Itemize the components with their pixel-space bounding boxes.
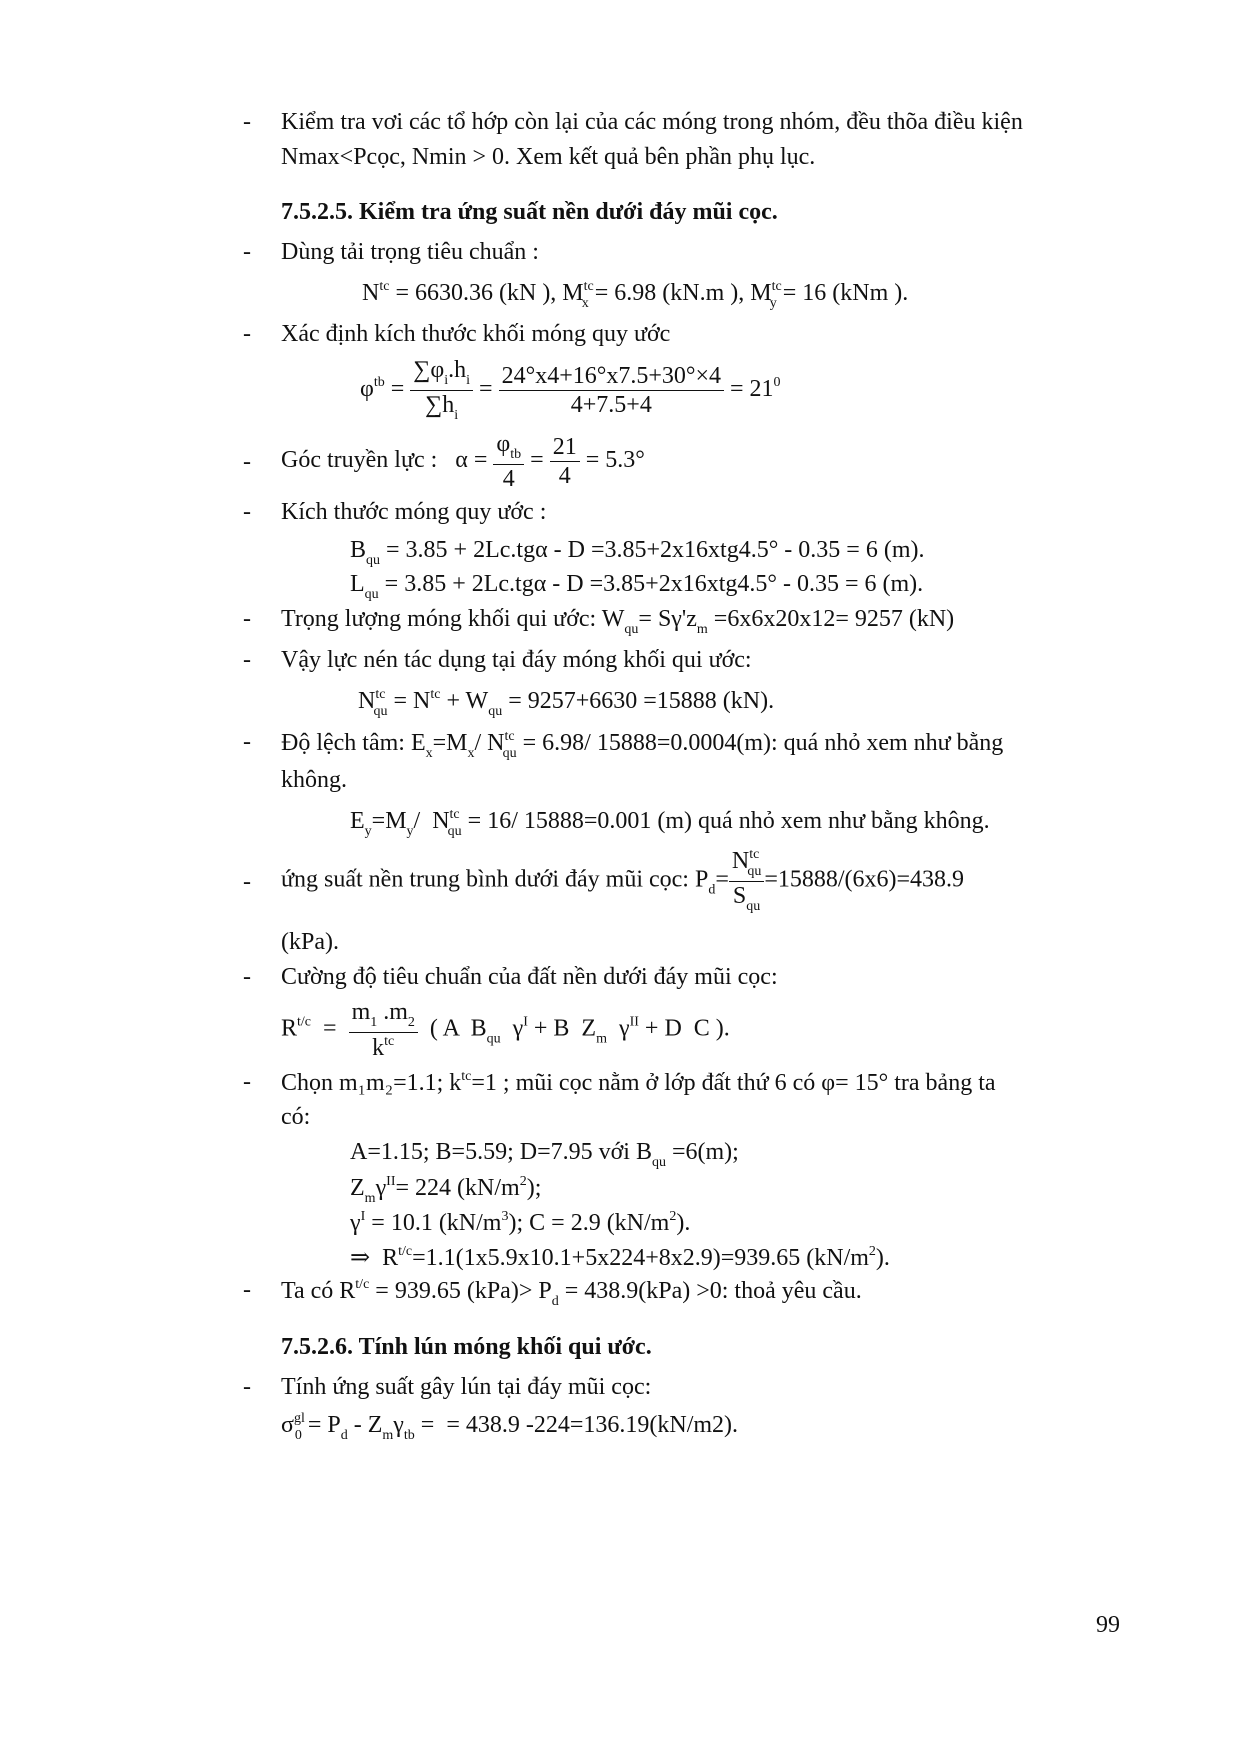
bullet-dash: - (243, 1277, 251, 1303)
bullet-dash: - (243, 499, 251, 525)
phi-fraction-left: $\frac{\sum\varphi_i.h_i}{\sum h_i}$ (410, 358, 473, 423)
bullet-dash: - (243, 647, 251, 673)
bullet-dash: - (243, 964, 251, 990)
ecc-line: Độ lệch tâm: $E_x=M_x/$ $N^{tc}_{qu} = 6.98/$ 15888=0.0004(m): quá nhỏ xem như bằng (281, 729, 1004, 761)
angle-line: Góc truyền lực : α = $\frac{\varphi_{tb}}{4}$ = $\frac{21}{4}$ = 5.3° (281, 431, 645, 492)
bullet-dash: - (243, 1069, 251, 1095)
choose-line-1: Chọn m₁m₂=1.1; $k^{tc}=1$ ; mũi cọc nằm ở lớp đất thứ 6 có φ= 15° tra bảng ta (281, 1069, 996, 1096)
r-formula: $R^{t/c}$ = $\frac{m_1 .m_2}{k^{tc}}$ ( A $B_{qu}$ $\gamma^I + B$ $Z_m$ $\gamma^{II} + D$ C ). (281, 999, 730, 1061)
weight-line: Trọng lượng móng khối qui ước: $W_{qu}= S\gamma'z_m =6x6x20x12= 9257$ (kN) (281, 606, 955, 637)
page-number: 99 (1096, 1612, 1120, 1638)
bullet-dash: - (243, 606, 251, 632)
ecc-y-line: $E_y=M_y/$ $N^{tc}_{qu} = 16/$ 15888=0.001 (m) quá nhỏ xem như bằng không. (350, 807, 990, 839)
intro-line-1: Kiểm tra vơi các tổ hớp còn lại của các móng trong nhóm, đều thõa điều kiện (281, 109, 1023, 135)
section-heading-7526: 7.5.2.6. Tính lún móng khối qui ước. (281, 1334, 652, 1360)
coef-line: A=1.15; B=5.59; D=7.95 với $B_{qu} =6(m)$; (350, 1139, 739, 1170)
force-label: Vậy lực nén tác dụng tại đáy móng khối qui ước: (281, 647, 752, 673)
section-heading-7525: 7.5.2.5. Kiểm tra ứng suất nền dưới đáy mũi cọc. (281, 199, 778, 225)
settle-label: Tính ứng suất gây lún tại đáy mũi cọc: (281, 1374, 652, 1400)
bqu-equation: $B_{qu} = 3.85 + 2Lc.tg\alpha - D =3.85+2x16xtg4.5^\circ - 0.35 = 6$ (m). (350, 537, 925, 568)
ecc-continuation: không. (281, 767, 347, 793)
lqu-equation: $L_{qu} = 3.85 + 2Lc.tg\alpha - D =3.85+2x16xtg4.5^\circ - 0.35 = 6$ (m). (350, 571, 924, 602)
settle-equation: $\sigma^{gl}_0 = P_d - Z_m\gamma_{tb}$ = = 438.9 -224=136.19(kN/m2). (281, 1411, 739, 1443)
load-label: Dùng tải trọng tiêu chuẩn : (281, 239, 539, 265)
r-result: ⇒ $R^{t/c}=1.1(1x5.9x10.1+5x224+8x2.9)=939.65$ $(kN/m^2)$. (350, 1244, 890, 1271)
bullet-dash: - (243, 729, 251, 755)
choose-line-2: có: (281, 1104, 311, 1130)
load-equation: $N^{tc} = 6630.36$ (kN ), $M^{tc}_x = 6.98$ (kN.m ), $M^{tc}_y = 16$ (kNm ). (362, 279, 909, 311)
stress-unit: (kPa). (281, 929, 339, 955)
bullet-dash: - (243, 1374, 251, 1400)
intro-line-2: Nmax<Pcọc, Nmin > 0. Xem kết quả bên phần phụ lục. (281, 144, 816, 170)
bullet-dash: - (243, 449, 251, 475)
phi-formula: $\varphi^{tb}$ = $\frac{\sum\varphi_i.h_i}{\sum h_i}$ = $\frac{24^\circ x4+16^\circ x7.5+30^\circ\times 4}{4+7.5+4}$ = $21^0$ (360, 357, 781, 423)
strength-label: Cường độ tiêu chuẩn của đất nền dưới đáy mũi cọc: (281, 964, 778, 990)
bullet-dash: - (243, 109, 251, 135)
size-label: Xác định kích thước khối móng quy ước (281, 321, 671, 347)
dims-label: Kích thước móng quy ước : (281, 499, 547, 525)
bullet-dash: - (243, 239, 251, 265)
stress-line: ứng suất nền trung bình dưới đáy mũi cọc: $P_d=$ $\frac{N^{tc}_{qu}}{S_{qu}}$ =15888/(6x6)=438.9 (281, 847, 965, 914)
force-equation: $N^{tc}_{qu} = N^{tc} + W_{qu} = 9257+6630 =15888$ (kN). (358, 687, 775, 719)
phi-fraction-right: $\frac{24^\circ x4+16^\circ x7.5+30^\circ\times 4}{4+7.5+4}$ (499, 364, 724, 417)
zm-line: $Z_m\gamma^{II}= 224$ $(kN/m^2)$; (350, 1174, 542, 1206)
gamma-line: $\gamma^I = 10.1$ $(kN/m^3)$; C = 2.9 $(kN/m^2)$. (350, 1209, 691, 1236)
conclusion-line: Ta có $R^{t/c} = 939.65$ $(kPa)> P_d = 438.9(kPa) >0$: thoả yêu cầu. (281, 1277, 862, 1309)
bullet-dash: - (243, 869, 251, 895)
bullet-dash: - (243, 321, 251, 347)
